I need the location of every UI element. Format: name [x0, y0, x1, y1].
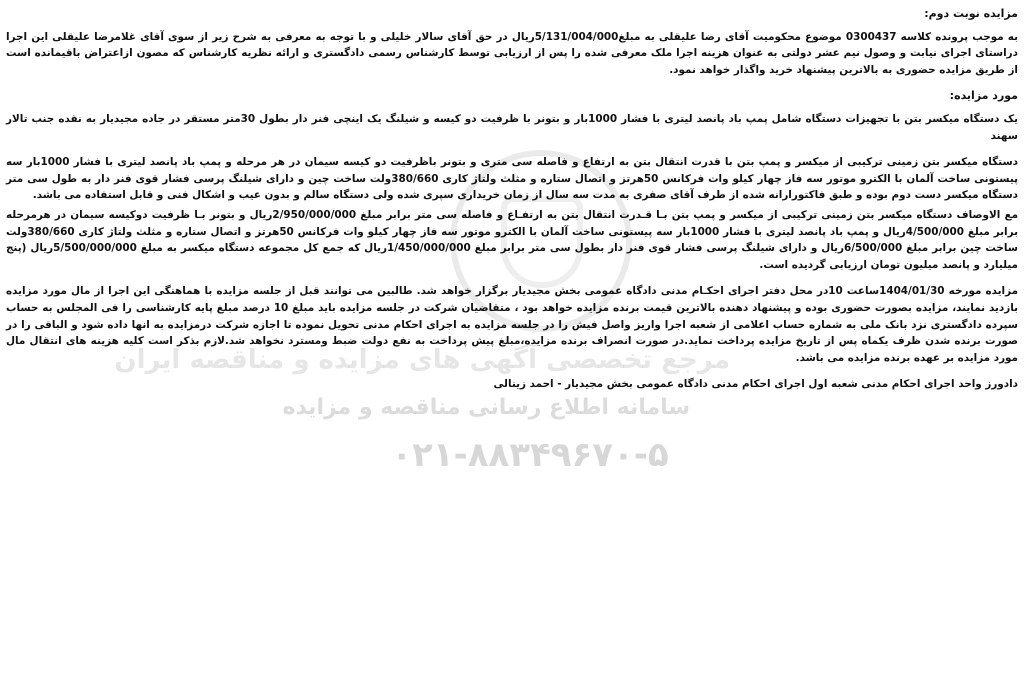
watermark-tagline: مرجع تخصصی آگهی های مزایده و مناقصه ایران — [114, 345, 730, 375]
auction-notice — [6, 6, 1018, 686]
notice-heading: مزایده نوبت دوم: — [924, 7, 1018, 20]
watermark-phone: ۰۲۱-۸۸۳۴۹۶۷۰-۵ — [391, 435, 669, 475]
auction-terms-paragraph: مزایده مورخه 1404/01/30ساعت 10در محل دفتر اجرای احکـام مدنی دادگاه عمومی بخش مجیدیار برگزار خواهد شد. طالبین می توانند قبل از جلسه مزایده با هماهنگی این اجرا از مال مورد مزایده بازدید نمایند، مزایده بصورت حضوری بوده و پیشنهاد دهنده بالاترین قیمت برنده مزایده خواهد بود ، متقاضیان شرکت در جلسه مزایده باید مبلغ 10 درصد مبلغ پایه کارشناسی را فی المجلس به حساب سپرده دادگستری نزد بانک ملی به شماره حساب اعلامی از شعبه اجرا واریز واصل فیش را در جلسه مزایده به اجرای احکام مدنی تحویل نموده تا اجازه شرکت درمزایده به انها داده شود و الباقی را در صورت برنده شدن ظرف یکماه پس از تاریخ مزایده پرداخت نماید.در صورت انصراف برنده مزایده،مبلغ پیش پرداخت به نفع دولت ضبط ومسترد نخواهد شد.لازم بذکر است کلیه هزینه های انتقال مال مورد مزایده بر عهده برنده مزایده می باشد. — [6, 285, 1019, 364]
notice-intro-paragraph: به موجب پرونده کلاسه 0300437 موضوع محکومیت آقای رضا علیقلی به مبلغ5/131/004/000ریال در حق آقای سالار خلیلی و با توجه به معرفی به شرح زیر از سوی آقای غلامرضا علیقلی این اجرا دراستای اجرای نیابت و وصول نیم عشر دولتی به عنوان هزینه اجرا ملک معرفی شده را پس از ارزیابی توسط کارشناس رسمی دادگستری و ارائه نظریه کارشناس که مصون ازاعتراض باقیمانده است از طریق مزایده حضوری به بالاترین پیشنهاد خرید واگذار خواهد نمود. — [6, 30, 1018, 76]
watermark-site-name: سامانه اطلاع رسانی مناقصه و مزایده — [282, 395, 690, 420]
item-summary-paragraph: یک دستگاه میکسر بتن با تجهیزات دستگاه شامل پمپ باد پانصد لیتری با فشار 1000بار و بتونر با ظرفیت دو کیسه و شیلنگ یک اینچی فنر دار بطول 30متر مستقر در جاده مجیدیار به نقده جنب تالار سهند — [6, 112, 1018, 142]
signature-line: دادورز واحد اجرای احکام مدنی شعبه اول اجرای احکام مدنی دادگاه عمومی بخش مجیدیار - احمد زینالی — [493, 378, 1018, 391]
subject-heading: مورد مزایده: — [949, 89, 1018, 103]
notice-content — [6, 6, 1018, 393]
item-description-paragraph: دستگاه میکسر بتن زمینی ترکیبی از میکسر و پمپ بتن با قدرت انتقال بتن به ارتفاع و فاصله سی متری و بتونر باظرفیت دو کیسه سیمان در هر مرحله و پمپ باد پانصد لیتری با فشار 1000بار سه پیستونی ساخت آلمان با الکترو موتور سه فاز چهار کیلو وات فرکانس 50هرتز و اتصال ستاره و مثلث ولتاژ کاری 380/660ولت ساخت چین و دارای شیلنگ پرسی فشار قوی فنر دار به طول سی متر دستگاه میکسر دست دوم بوده و طبق فاکتورارانه شده از طرف آقای صفری به مدت سه سال از زمان خریداری سپری شده ولی دستگاه سالم و بدون عیب و اشکال فنی و قابل استفاده می باشد. — [6, 156, 1018, 202]
valuation-paragraph: مع الاوصاف دستگاه میکسر بتن زمینی ترکیبی از میکسر و پمپ بتن بـا قـدرت انتقال بتن به ارتفـاع و فاصله سی متر برابر مبلغ 2/950/000/000ریال و بتونر بـا ظرفیت دوکیسه سیمان در هرمرحله برابر مبلغ 4/500/000ریال و پمپ باد پانصد لیتری با فشار 1000بار سه پیستونی ساخت آلمان با الکترو موتور سه فاز چهار کیلو وات فرکانس 50هرتز و اتصال ستاره و مثلث ولتاژ کاری 380/660ولت ساخت چین برابر مبلغ 6/500/000ریال و دارای شیلنگ پرسی فشار قوی فنر دار بطول سی متر برابر مبلغ 1/450/000/000ریال که جمع کل مجموعه دستگاه میکسر به مبلغ 5/500/000/000ریال (پنج میلیارد و پانصد میلیون تومان ارزیابی گردیده است. — [6, 208, 1019, 271]
